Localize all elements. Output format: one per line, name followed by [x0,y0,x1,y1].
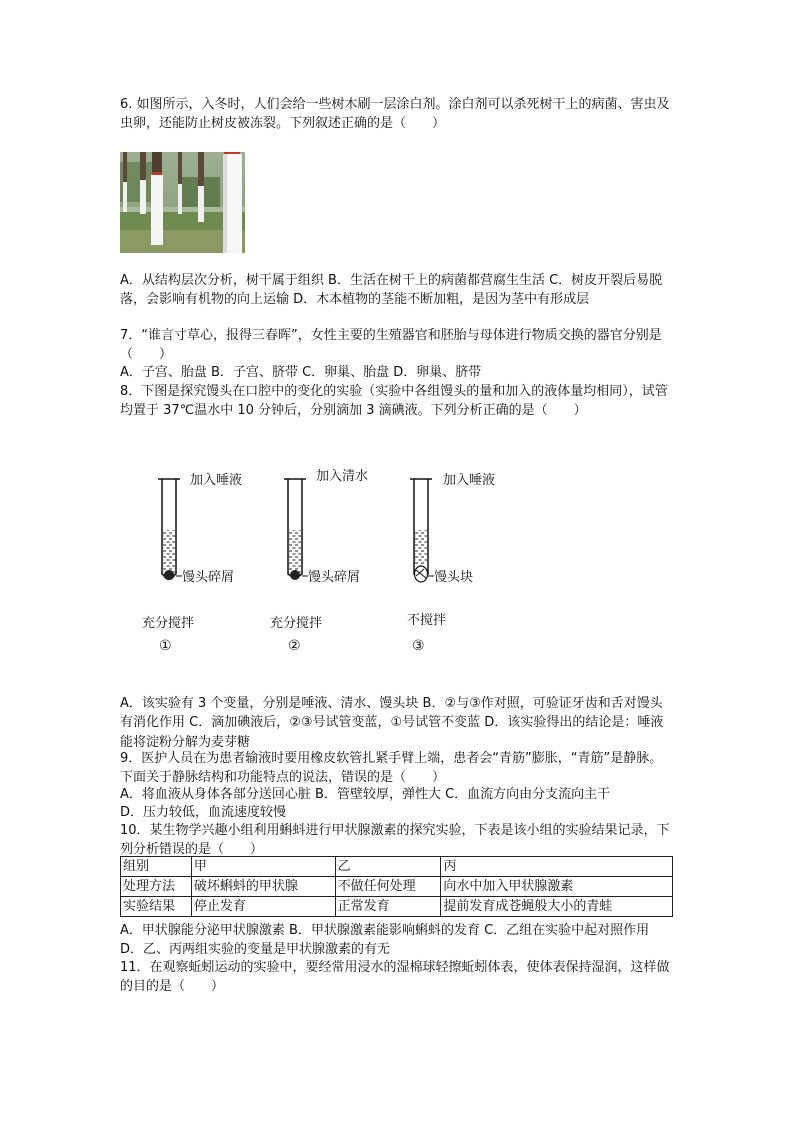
tree-whitewash-photo [120,152,245,253]
question-8-stem: 8．下图是探究馒头在口腔中的变化的实验（实验中各组馒头的量和加入的液体量均相同），试管均置于 37℃温水中 10 分钟后，分别滴加 3 滴碘液。下列分析正确的是（ ） [120,384,668,419]
table-row [121,877,673,897]
tube-3-side-label: 馒头块 [434,570,474,585]
table-row [121,897,673,917]
tube-1 [142,472,242,654]
tube-2-number: ② [288,638,301,654]
table-cell: 正常发育 [335,897,441,917]
tube-2-bottom-label: 充分搅拌 [270,616,323,631]
question-7-options: A．子宫、胎盘 B．子宫、脐带 C．卵巢、胎盘 D．卵巢、脐带 [120,365,482,380]
tube-1-bottom-label: 充分搅拌 [142,616,195,631]
table-cell: 停止发育 [191,897,335,917]
tube-3-bottom-label: 不搅拌 [407,613,447,628]
tube-1-top-label: 加入唾液 [190,473,243,488]
table-cell: 破坏蝌蚪的甲状腺 [191,877,335,897]
table-row [121,857,673,877]
question-6-stem: 6. 如图所示，入冬时，人们会给一些树木刷一层涂白剂。涂白剂可以杀死树干上的病菌、害虫及虫卵，还能防止树皮被冻裂。下列叙述正确的是（ ） [120,97,670,132]
question-6-options: A．从结构层次分析，树干属于组织 B．生活在树干上的病菌都营腐生生活 C．树皮开裂后易脱落，会影响有机物的向上运输 D．木本植物的茎能不断加粗，是因为茎中有形成层 [120,273,663,308]
question-9-options-line-1: A．将血液从身体各部分送回心脏 B．管壁较厚，弹性大 C．血流方向由分支流向主干 [120,787,611,802]
tube-2-top-label: 加入清水 [316,469,369,484]
question-7-stem: 7．“谁言寸草心，报得三春晖”，女性主要的生殖器官和胚胎与母体进行物质交换的器官分别是（ ） [120,328,662,363]
question-10-stem: 10．某生物学兴趣小组利用蝌蚪进行甲状腺激素的探究实验，下表是该小组的实验结果记录，下列分析错误的是（ ） [120,823,670,858]
tube-2-side-label: 馒头碎屑 [308,570,361,585]
tube-3 [407,472,495,654]
table-cell: 甲 [191,857,335,877]
question-9-options-line-2: D．压力较低，血流速度较慢 [120,805,287,820]
table-cell: 乙 [335,857,441,877]
tube-3-number: ③ [412,638,425,654]
tube-3-top-label: 加入唾液 [443,473,496,488]
question-11-stem: 11．在观察蚯蚓运动的实验中，要经常用浸水的湿棉球轻擦蚯蚓体表，使体表保持湿润，这样做的目的是（ ） [120,960,670,995]
question-8-options: A．该实验有 3 个变量，分别是唾液、清水、馒头块 B．②与③作对照，可验证牙齿和舌对馒头有消化作用 C．滴加碘液后，②③号试管变蓝，①号试管不变蓝 D．该实验得出的结论是：唾液能将淀粉分解为麦芽糖 [120,696,664,750]
table-cell: 实验结果 [121,897,192,917]
table-cell: 向水中加入甲状腺激素 [441,877,673,897]
tube-1-number: ① [159,638,172,654]
question-9-stem: 9．医护人员在为患者输液时要用橡皮软管扎紧手臂上端，患者会“青筋”膨胀，“青筋”是静脉。下面关于静脉结构和功能特点的说法，错误的是（ ） [120,751,663,786]
table-cell: 提前发育成苍蝇般大小的青蛙 [441,897,673,917]
table-cell: 组别 [121,857,192,877]
table-cell: 不做任何处理 [335,877,441,897]
tube-1-side-label: 馒头碎屑 [182,570,235,585]
table-cell: 丙 [441,857,673,877]
tube-2 [270,468,368,654]
test-tube-figure [130,462,570,662]
table-cell: 处理方法 [121,877,192,897]
results-table [120,856,673,917]
question-10-options: A．甲状腺能分泌甲状腺激素 B．甲状腺激素能影响蝌蚪的发育 C．乙组在实验中起对照作用 D．乙、丙两组实验的变量是甲状腺激素的有无 [120,923,650,958]
